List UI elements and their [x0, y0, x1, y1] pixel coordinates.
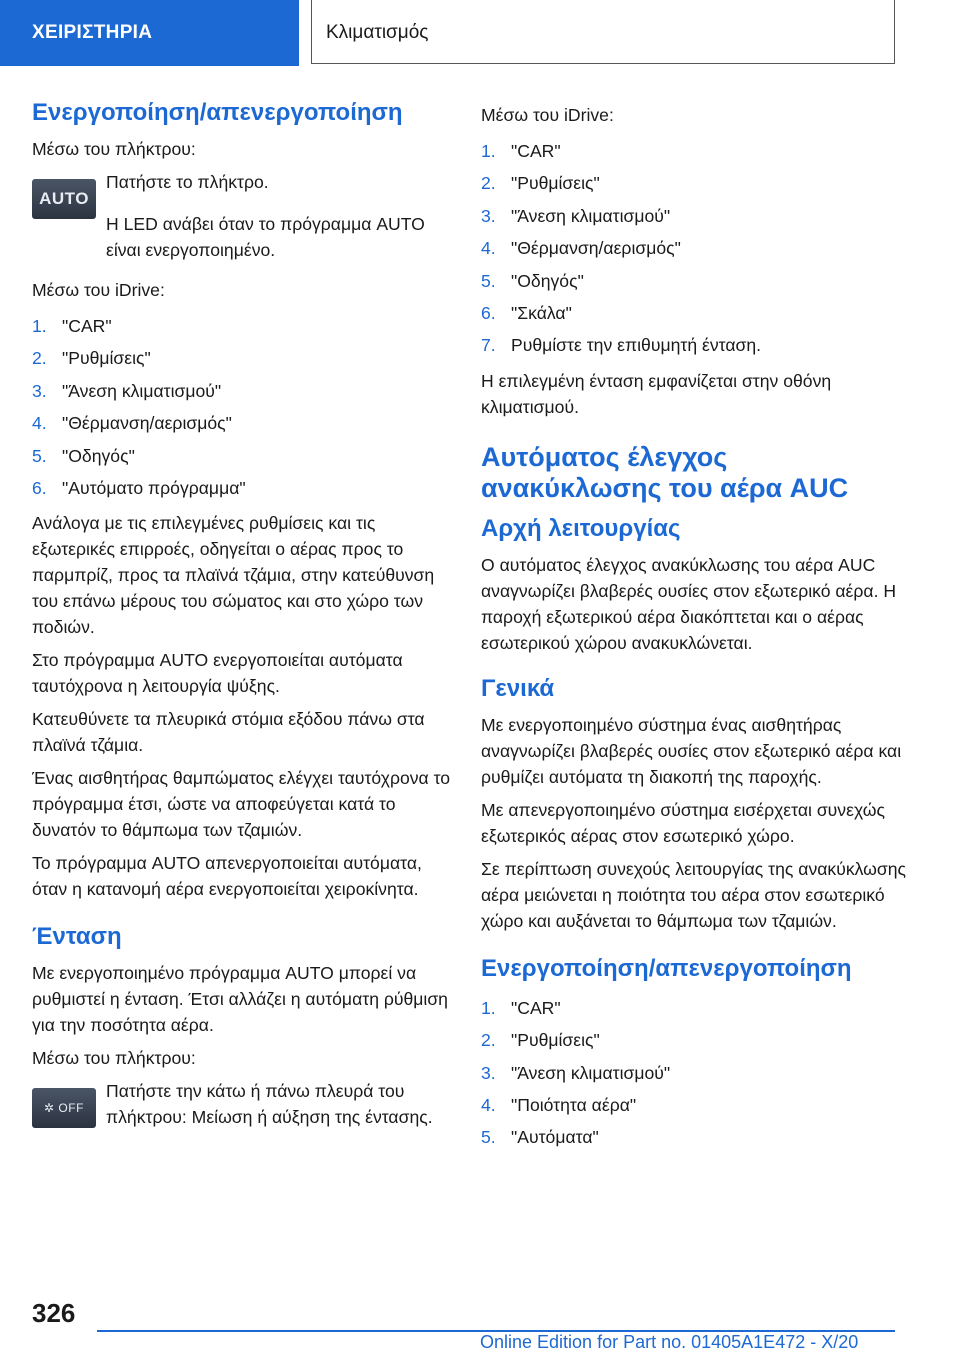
list-item: 2. "Ρυθμίσεις": [481, 173, 600, 194]
paragraph: Σε περίπτωση συνεχούς λειτουργίας της ανακύκλωσης αέρα μειώνεται η ποιότητα του αέρα στον εσωτερικό χώρο και αυξάνεται το θάμπωμα των τζαμιών.: [481, 858, 907, 931]
auc-steps-list: [481, 992, 911, 1154]
paragraph: Η επιλεγμένη ένταση εμφανίζεται στην οθόνη κλιματισμού.: [481, 370, 832, 417]
list-item: 4. "Ποιότητα αέρα": [481, 1095, 637, 1116]
heading-activation-auc: Ενεργοποίηση/απενεργοποίηση: [481, 954, 852, 982]
fan-key-row: [32, 1078, 457, 1138]
list-item: 5. "Οδηγός": [32, 445, 135, 466]
via-idrive-text: Μέσω του iDrive:: [481, 105, 614, 125]
auto-key-row: [32, 169, 457, 229]
list-item: 6. "Σκάλα": [481, 303, 572, 324]
heading-auc: Αυτόματος έλεγχος ανακύκλωσης του αέρα AUC: [481, 441, 849, 503]
paragraph: Ο αυτόματος έλεγχος ανακύκλωσης του αέρα AUC αναγνωρίζει βλαβερές ουσίες στον εξωτερικό αέρα. Η παροχή εξωτερικού αέρα διακόπτεται και ο αέρας εσωτερικού χώρου ανακυκλώνεται.: [481, 554, 897, 653]
paragraph: Ανάλογα με τις επιλεγμένες ρυθμίσεις και τις εξωτερικές επιρροές, οδηγείται ο αέρας προς το παρμπρίζ, προς τα πλαϊνά τζάμια, στην κατεύθυνση του επάνω μέρους του σώματος και στο χώρο των ποδιών.: [32, 513, 435, 638]
page-number: 326: [32, 1298, 76, 1328]
list-item: 7. Ρυθμίστε την επιθυμητή ένταση.: [481, 335, 762, 356]
fan-press-text: Πατήστε την κάτω ή πάνω πλευρά του πλήκτρου: Μείωση ή αύξηση της έντασης.: [106, 1081, 433, 1128]
via-idrive-text: Μέσω του iDrive:: [32, 280, 165, 300]
via-button-text: Μέσω του πλήκτρου:: [32, 1048, 196, 1069]
auto-led-text: Η LED ανάβει όταν το πρόγραμμα AUTO είναι ενεργοποιημένο.: [106, 214, 425, 260]
paragraph: Με ενεργοποιημένο σύστημα ένας αισθητήρας αναγνωρίζει βλαβερές ουσίες στον εξωτερικό αέρα και ρυθμίζει αυτόματα τη διακοπή της παροχής.: [481, 714, 902, 787]
list-item: 1. "CAR": [481, 141, 561, 161]
list-item: 1. "CAR": [32, 316, 112, 336]
list-item: 3. "Άνεση κλιματισμού": [32, 380, 222, 401]
list-item: 2. "Ρυθμίσεις": [32, 348, 151, 369]
auto-press-text: Πατήστε το πλήκτρο.: [106, 172, 269, 192]
paragraph: Το πρόγραμμα AUTO απενεργοποιείται αυτόματα, όταν η κατανομή αέρα ενεργοποιείται χειροκίνητα.: [32, 853, 422, 900]
footer-edition: Online Edition for Part no. 01405A1E472 - X/20: [480, 1332, 859, 1352]
fan-button-icon: ✲ OFF: [32, 1088, 96, 1128]
via-button-text: Μέσω του πλήκτρου:: [32, 139, 196, 159]
list-item: 5. "Οδηγός": [481, 270, 584, 291]
list-item: 3. "Άνεση κλιματισμού": [481, 1062, 671, 1083]
paragraph: Στο πρόγραμμα AUTO ενεργοποιείται αυτόματα ταυτόχρονα η λειτουργία ψύξης.: [32, 650, 403, 697]
paragraph: Με απενεργοποιημένο σύστημα εισέρχεται συνεχώς εξωτερικός αέρας στον εσωτερικό χώρο.: [481, 799, 885, 846]
list-item: 5. "Αυτόματα": [481, 1127, 599, 1148]
heading-activation: Ενεργοποίηση/απενεργοποίηση: [32, 99, 403, 126]
page-header: [0, 0, 960, 66]
list-item: 4. "Θέρμανση/αερισμός": [32, 413, 232, 434]
idrive-steps-list: [32, 310, 457, 504]
list-item: 4. "Θέρμανση/αερισμός": [481, 238, 681, 259]
heading-general: Γενικά: [481, 674, 555, 702]
list-item: 3. "Άνεση κλιματισμού": [481, 205, 671, 226]
paragraph: Ένας αισθητήρας θαμπώματος ελέγχει ταυτόχρονα το πρόγραμμα έτσι, ώστε να αποφεύγεται κατά το δυνατόν το θάμπωμα των τζαμιών.: [32, 768, 451, 841]
idrive-steps-list: [481, 135, 911, 362]
paragraph: Κατευθύνετε τα πλευρικά στόμια εξόδου πάνω στα πλαϊνά τζάμια.: [32, 709, 425, 756]
list-item: 2. "Ρυθμίσεις": [481, 1030, 600, 1051]
list-item: 1. "CAR": [481, 997, 561, 1018]
chapter-title: Κλιματισμός: [311, 0, 895, 64]
left-column: [32, 98, 457, 1142]
auto-button-icon: AUTO: [32, 179, 96, 219]
section-title: ΧΕΙΡΙΣΤΗΡΙΑ: [0, 0, 299, 66]
heading-principle: Αρχή λειτουργίας: [481, 514, 681, 542]
list-item: 6. "Αυτόματο πρόγραμμα": [32, 478, 246, 499]
right-column: [481, 98, 911, 1160]
heading-intensity: Ένταση: [32, 923, 122, 951]
paragraph: Με ενεργοποιημένο πρόγραμμα AUTO μπορεί να ρυθμιστεί η ένταση. Έτσι αλλάζει η αυτόματη ρύθμιση για την ποσότητα αέρα.: [32, 963, 448, 1036]
